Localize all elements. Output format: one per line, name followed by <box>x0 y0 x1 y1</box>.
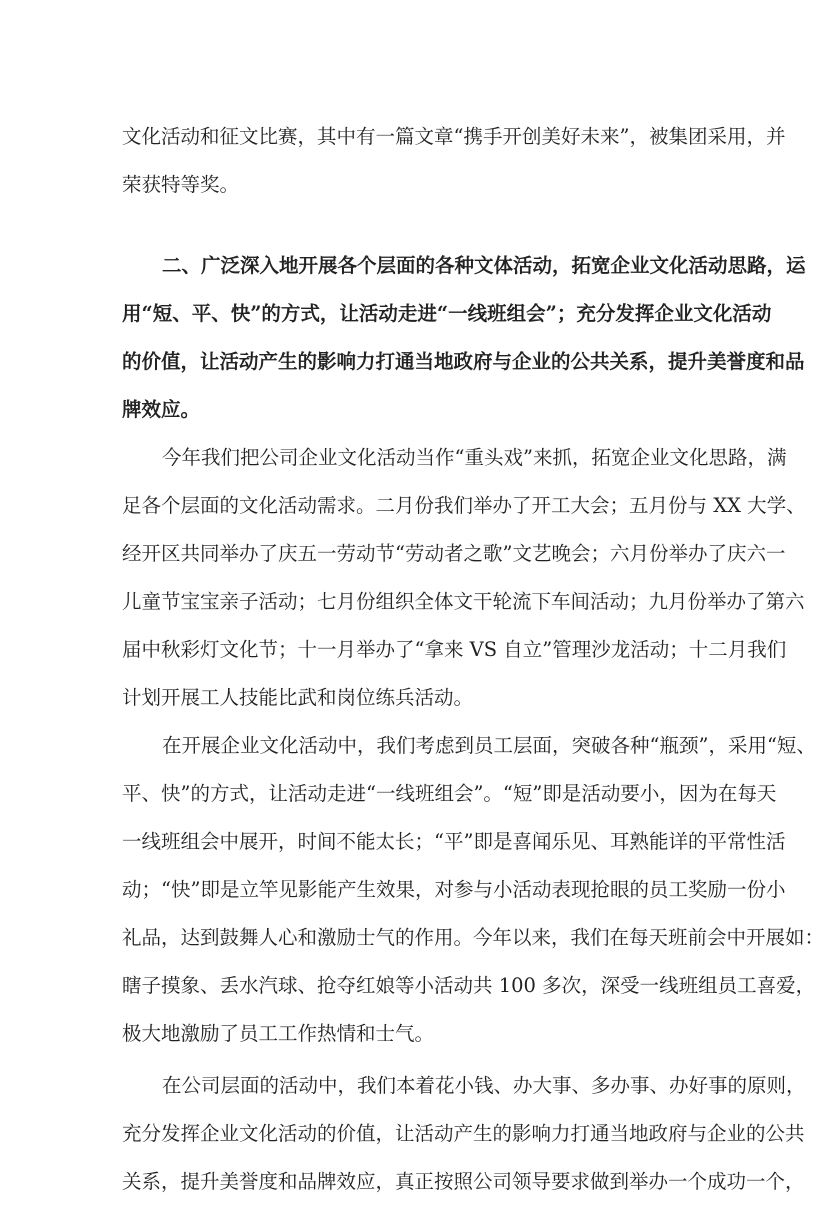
text-line: 计划开展工人技能比武和岗位练兵活动。 <box>122 686 474 709</box>
text-line: 牌效应。 <box>122 398 201 421</box>
text-line: 平、快”的方式，让活动走进“一线班组会”。“短”即是活动要小，因为在每天 <box>122 782 777 805</box>
document-page <box>122 113 825 1206</box>
text-line: 一线班组会中展开，时间不能太长；“平”即是喜闻乐见、耳熟能详的平常性活 <box>122 830 786 853</box>
text-line: 瞎子摸象、丢水汽球、抢夺红娘等小活动共 100 多次，深受一线班组员工喜爱， <box>122 974 816 997</box>
text-line: 二、广泛深入地开展各个层面的各种文体活动，拓宽企业文化活动思路，运 <box>162 254 806 277</box>
text-line: 荣获特等奖。 <box>122 173 240 196</box>
text-line: 极大地激励了员工工作热情和士气。 <box>122 1022 435 1045</box>
text-line: 关系，提升美誉度和品牌效应，真正按照公司领导要求做到举办一个成功一个， <box>122 1170 805 1193</box>
paragraph-annual-activities <box>122 434 806 722</box>
text-line: 经开区共同举办了庆五一劳动节“劳动者之歌”文艺晚会；六月份举办了庆六一 <box>122 542 786 565</box>
paragraph-company-level <box>122 1062 806 1206</box>
text-line: 礼品，达到鼓舞人心和激励士气的作用。今年以来，我们在每天班前会中开展如： <box>122 926 825 949</box>
text-line: 在开展企业文化活动中，我们考虑到员工层面，突破各种“瓶颈”，采用“短、 <box>162 734 816 757</box>
section-heading-2 <box>122 242 806 434</box>
text-line: 动；“快”即是立竿见影能产生效果，对参与小活动表现抢眼的员工奖励一份小 <box>122 878 786 901</box>
text-line: 的价值，让活动产生的影响力打通当地政府与企业的公共关系，提升美誉度和品 <box>122 350 805 373</box>
text-line: 在公司层面的活动中，我们本着花小钱、办大事、多办事、办好事的原则， <box>162 1074 806 1097</box>
text-line: 充分发挥企业文化活动的价值，让活动产生的影响力打通当地政府与企业的公共 <box>122 1122 805 1145</box>
paragraph-employee-level <box>122 722 825 1058</box>
paragraph-award <box>122 113 786 209</box>
text-line: 今年我们把公司企业文化活动当作“重头戏”来抓，拓宽企业文化思路，满 <box>162 446 787 469</box>
text-line: 届中秋彩灯文化节；十一月举办了“拿来 VS 自立”管理沙龙活动；十二月我们 <box>122 638 787 661</box>
text-line: 用“短、平、快”的方式，让活动走进“一线班组会”；充分发挥企业文化活动 <box>122 302 772 325</box>
text-line: 儿童节宝宝亲子活动；七月份组织全体文干轮流下车间活动；九月份举办了第六 <box>122 590 805 613</box>
text-line: 文化活动和征文比赛，其中有一篇文章“携手开创美好未来”，被集团采用，并 <box>122 125 786 148</box>
text-line: 足各个层面的文化活动需求。二月份我们举办了开工大会；五月份与 XX 大学、 <box>122 494 806 517</box>
